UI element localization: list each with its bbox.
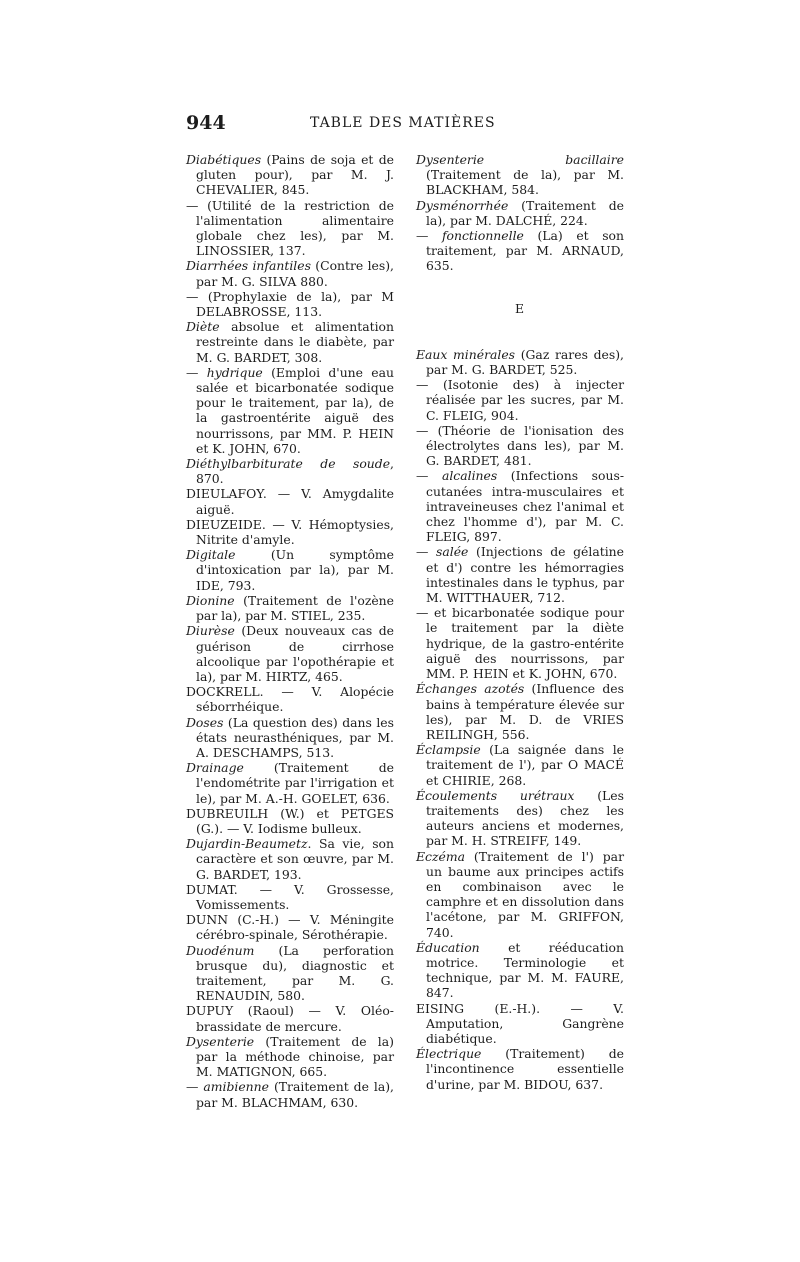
index-entry — [186, 912, 394, 942]
entry-text: — et bicarbonatée sodique pour le traitement par la diète hydrique, de la gastro-entérite aiguë des nourrissons, par MM. P. HEIN et K. JOHN, 670. — [416, 605, 624, 682]
index-entry — [186, 258, 394, 288]
entry-text: DIEULAFOY. — V. Amygdalite aiguë. — [186, 486, 394, 517]
index-entry — [416, 228, 624, 274]
entry-text: DOCKRELL. — V. Alopécie séborrhéique. — [186, 684, 394, 715]
index-entry — [186, 760, 394, 806]
index-entry — [416, 423, 624, 469]
entry-term: Dujardin-Beaumetz — [186, 836, 308, 852]
index-entry — [186, 289, 394, 319]
entry-text: (Traitement de l'ozène par la), par M. STIEL, 235. — [196, 592, 394, 624]
index-entry — [186, 365, 394, 456]
right-column-bottom — [416, 347, 624, 1092]
entry-text: (Traitement) de l'incontinence essentielle d'urine, par M. BIDOU, 637. — [426, 1046, 624, 1092]
index-entry — [186, 943, 394, 1004]
entry-term: Diéthylbarbiturate de soude — [186, 456, 391, 472]
entry-text: (Traitement de la), par M. BLACKHAM, 584. — [426, 167, 624, 198]
right-column-top — [416, 152, 624, 274]
entry-text: DUPUY (Raoul) — V. Oléo-brassidate de mercure. — [186, 1003, 394, 1034]
entry-term: Diarrhées infantiles — [186, 258, 311, 274]
index-entry — [416, 198, 624, 228]
index-entry — [416, 940, 624, 1001]
entry-term: Digitale — [186, 547, 236, 563]
entry-text: (Les traitements des) chez les auteurs anciens et modernes, par M. H. STREIFF, 149. — [426, 787, 624, 849]
entry-text: — (Théorie de l'ionisation des électrolytes dans les), par M. G. BARDET, 481. — [416, 422, 624, 469]
entry-text: (Emploi d'une eau salée et bicarbonatée sodique pour le traitement, par la), de la gastroentérite aiguë des nourrissons, par MM. P. HEIN et K. JOHN, 670. — [196, 364, 395, 456]
entry-term: Diurèse — [186, 623, 235, 639]
entry-text: (Gaz rares des), par M. G. BARDET, 525. — [426, 346, 624, 378]
entry-term: — hydrique — [186, 364, 263, 380]
entry-term: Éclampsie — [416, 742, 481, 758]
index-entry — [186, 882, 394, 912]
entry-text: (Injections de gélatine et d') contre les hémorragies intestinales dans le typhus, par M. WITTHAUER, 712. — [426, 544, 624, 606]
entry-text: . Sa vie, son caractère et son œuvre, par M. G. BARDET, 193. — [196, 836, 394, 882]
index-entry — [186, 715, 394, 761]
entry-term: Électrique — [416, 1046, 482, 1062]
entry-text: (La question des) dans les états neurasthéniques, par M. A. DESCHAMPS, 513. — [196, 714, 394, 760]
index-entry — [186, 806, 394, 836]
index-entry — [416, 544, 624, 605]
entry-term: — amibienne — [186, 1079, 269, 1095]
entry-text: (Contre les), par M. G. SILVA 880. — [196, 258, 394, 289]
entry-term: Duodénum — [186, 942, 255, 958]
entry-text: , 870. — [196, 456, 394, 487]
entry-text: DUNN (C.-H.) — V. Méningite cérébro-spinale, Sérothérapie. — [186, 912, 394, 943]
entry-text: (Deux nouveaux cas de guérison de cirrhose alcoolique par l'opothérapie et la), par M. HIRTZ, 465. — [196, 623, 394, 684]
entry-text: (La saignée dans le traitement de l'), par O MACÉ et CHIRIE, 268. — [426, 742, 624, 788]
index-entry — [186, 456, 394, 486]
index-entry — [186, 1034, 394, 1080]
right-column — [416, 152, 624, 1092]
index-entry — [416, 681, 624, 742]
index-entry — [416, 849, 624, 940]
entry-term: Dysenterie — [186, 1033, 255, 1049]
entry-text: (Influence des bains à température élevée sur les), par M. D. de VRIES REILINGH, 556. — [426, 681, 624, 742]
entry-term: Échanges azotés — [416, 681, 525, 697]
entry-text: et rééducation motrice. Terminologie et technique, par M. M. FAURE, 847. — [426, 939, 624, 1001]
entry-term: — alcalines — [416, 468, 498, 484]
entry-text: (Un symptôme d'intoxication par la), par M. IDE, 793. — [196, 547, 394, 593]
index-entry — [416, 468, 624, 544]
index-entry — [186, 486, 394, 516]
index-entry — [416, 605, 624, 681]
index-entry — [416, 347, 624, 377]
entry-term: Éducation — [416, 939, 480, 955]
entry-term: Dysménorrhée — [416, 197, 509, 213]
entry-text: EISING (E.-H.). — V. Amputation, Gangrène diabétique. — [416, 1000, 624, 1046]
entry-text: (Pains de soja et de gluten pour), par M. J. CHEVALIER, 845. — [196, 152, 394, 198]
index-entry — [186, 198, 394, 259]
index-entry — [416, 152, 624, 198]
entry-term: Doses — [186, 714, 224, 730]
entry-text: absolue et alimentation restreinte dans le diabète, par M. G. BARDET, 308. — [196, 319, 394, 365]
index-entry — [186, 623, 394, 684]
entry-term: — fonctionnelle — [416, 228, 524, 244]
index-entry — [186, 517, 394, 547]
index-entry — [186, 1079, 394, 1109]
entry-term: Diabétiques — [186, 152, 262, 167]
entry-term: Eaux minérales — [416, 346, 516, 362]
index-entry — [186, 319, 394, 365]
index-entry — [186, 1003, 394, 1033]
index-entry — [416, 1046, 624, 1092]
entry-text: DIEUZEIDE. — V. Hémoptysies, Nitrite d'amyle. — [186, 516, 394, 548]
index-entry — [186, 684, 394, 714]
entry-text: (La) et son traitement, par M. ARNAUD, 635. — [426, 228, 624, 274]
entry-term: Dionine — [186, 592, 235, 608]
page-header — [186, 112, 632, 142]
index-entry — [416, 742, 624, 788]
entry-term: Drainage — [186, 760, 244, 776]
index-entry — [416, 377, 624, 423]
entry-text: (Traitement de la), par M. BLACHMAM, 630. — [196, 1079, 394, 1110]
entry-term: Diète — [186, 319, 220, 335]
entry-text: — (Isotonie des) à injecter réalisée par les sucres, par M. C. FLEIG, 904. — [416, 377, 624, 423]
entry-text: (Traitement de l'endométrite par l'irrigation et le), par M. A.-H. GOELET, 636. — [196, 760, 394, 806]
index-entry — [186, 547, 394, 593]
left-column — [186, 152, 394, 1110]
entry-text: (Infections sous-cutanées intra-musculaires et intraveineuses chez l'animal et chez l'homme d'), par M. C. FLEIG, 897. — [426, 468, 625, 545]
entry-text: DUMAT. — V. Grossesse, Vomissements. — [186, 881, 394, 912]
running-head: TABLE DES MATIÈRES — [310, 115, 496, 131]
page-number: 944 — [186, 112, 226, 134]
entry-term: Écoulements urétraux — [416, 787, 575, 803]
entry-text: (Traitement de la) par la méthode chinoise, par M. MATIGNON, 665. — [196, 1033, 394, 1080]
index-entry — [186, 152, 394, 198]
section-letter: E — [514, 300, 526, 316]
index-entry — [186, 836, 394, 882]
index-entry — [186, 593, 394, 623]
entry-term: Dysenterie bacillaire — [416, 152, 624, 167]
index-entry — [416, 788, 624, 849]
entry-term: — salée — [416, 544, 469, 560]
entry-text: DUBREUILH (W.) et PETGES (G.). — V. Iodisme bulleux. — [186, 805, 394, 836]
entry-text: — (Utilité de la restriction de l'alimentation alimentaire globale chez les), par M. LINOSSIER, 137. — [186, 197, 394, 259]
entry-text: (Traitement de la), par M. DALCHÉ, 224. — [426, 197, 624, 228]
entry-text: — (Prophylaxie de la), par M DELABROSSE, 113. — [186, 288, 394, 320]
entry-term: Eczéma — [416, 848, 465, 864]
entry-text: (Traitement de l') par un baume aux principes actifs en combinaison avec le camphre et en dissolution dans l'acétone, par M. GRIFFON, 740. — [426, 848, 624, 940]
index-entry — [416, 1001, 624, 1047]
entry-text: (La perforation brusque du), diagnostic et traitement, par M. G. RENAUDIN, 580. — [196, 942, 394, 1004]
